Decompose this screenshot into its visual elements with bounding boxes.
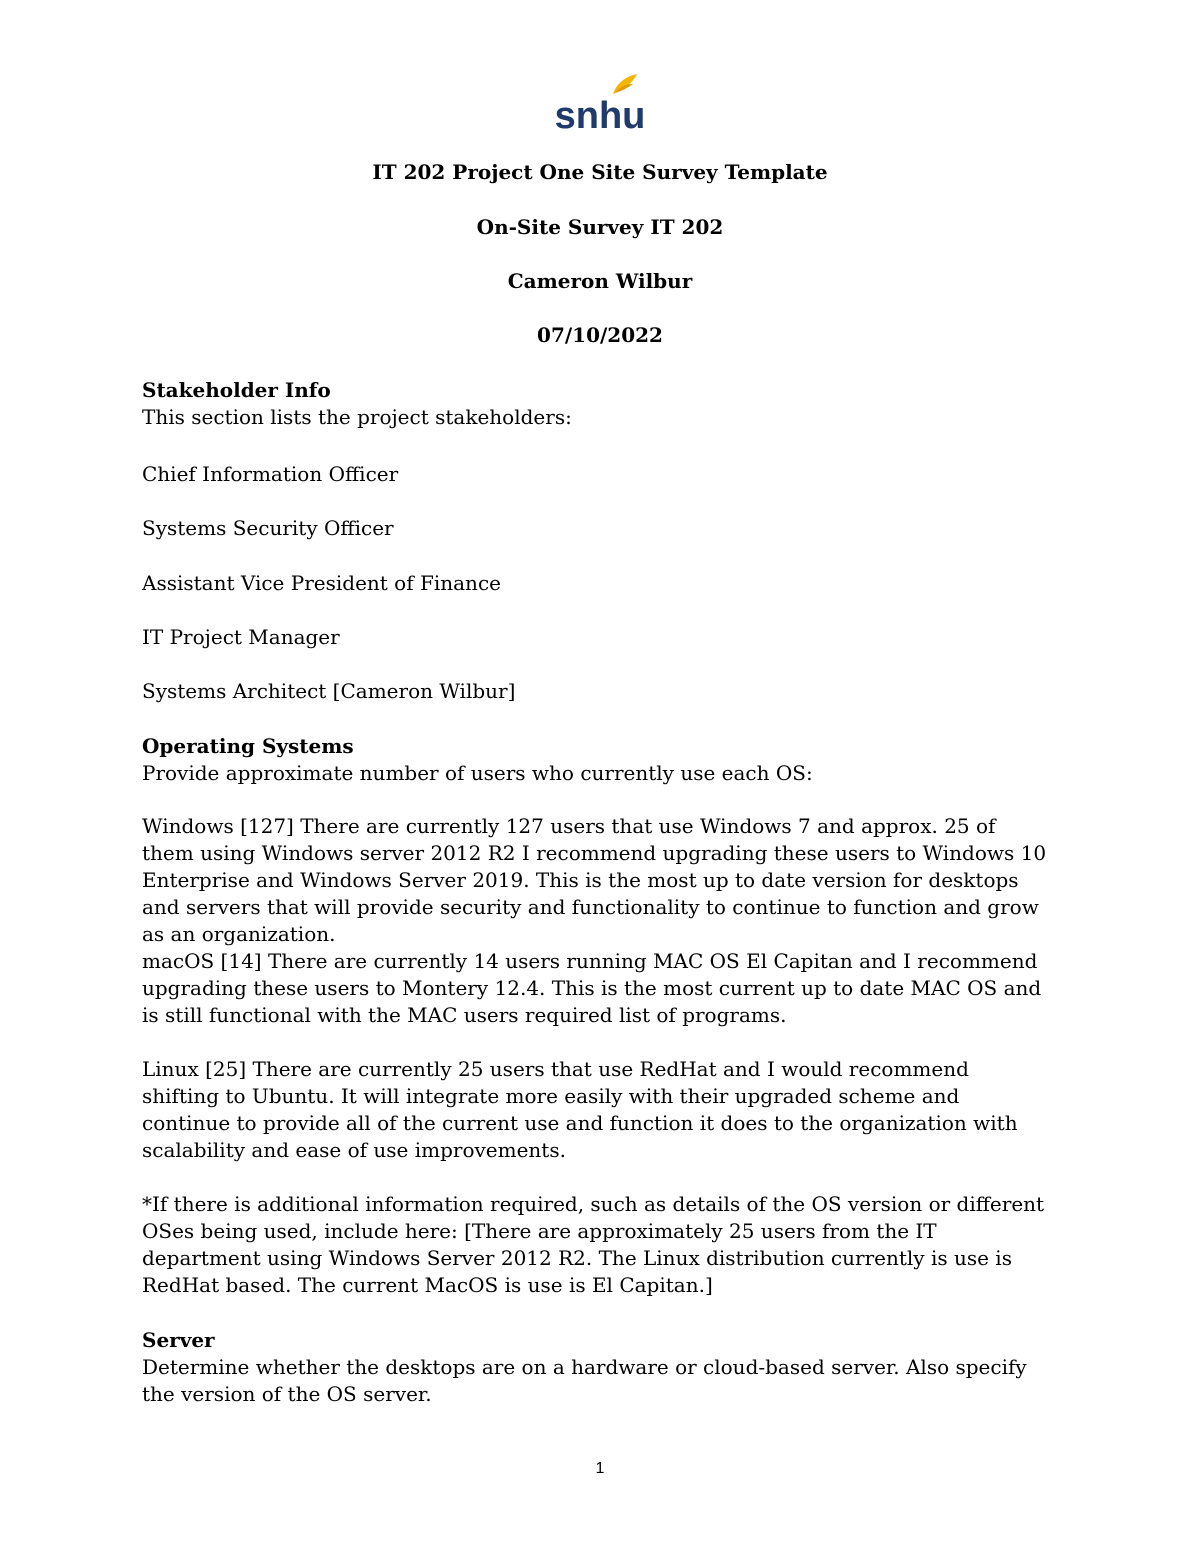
linux-paragraph: Linux [25] There are currently 25 users that use RedHat and I would recommend shifting to Ubuntu. It will integrate more easily with their upgraded scheme and continue to provide all of the current use and function it does to the organization with scalability and ease of use improvements. [142,1057,1018,1162]
operating-systems-section [142,733,1052,787]
operating-systems-heading: Operating Systems [142,734,354,758]
logo-text: snhu [555,95,645,132]
stakeholder-section [142,377,1052,431]
stakeholder-intro: This section lists the project stakeholders: [142,405,572,429]
server-intro: Determine whether the desktops are on a hardware or cloud-based server. Also specify the version of the OS server. [142,1355,1027,1406]
page-number: 1 [595,1460,605,1477]
stakeholder-item: Systems Security Officer [142,516,394,540]
macos-paragraph: macOS [14] There are currently 14 users running MAC OS El Capitan and I recommend upgrading these users to Montery 12.4. This is the most current up to date MAC OS and is still functional with the MAC users required list of programs. [142,949,1042,1027]
server-heading: Server [142,1328,215,1352]
server-section [142,1327,1052,1408]
stakeholder-item: Systems Architect [Cameron Wilbur] [142,679,516,703]
additional-info-paragraph: *If there is additional information required, such as details of the OS version or different OSes being used, include here: [There are approximately 25 users from the IT department using Windows Server 2012 R2. The Linux distribution currently is use is RedHat based. The current MacOS is use is El Capitan.] [142,1192,1045,1297]
author-name: Cameron Wilbur [507,269,693,293]
windows-paragraph: Windows [127] There are currently 127 users that use Windows 7 and approx. 25 of them using Windows server 2012 R2 I recommend upgrading these users to Windows 10 Enterprise and Windows Server 2019. This is the most up to date version for desktops and servers that will provide security and functionality to continue to function and grow as an organization. [142,814,1047,946]
document-subtitle: On-Site Survey IT 202 [476,215,724,239]
operating-systems-intro: Provide approximate number of users who currently use each OS: [142,761,813,785]
stakeholder-item: IT Project Manager [142,625,340,649]
document-date: 07/10/2022 [537,323,663,347]
document-title: IT 202 Project One Site Survey Template [372,160,828,184]
snhu-logo [555,72,645,132]
stakeholder-item: Chief Information Officer [142,462,399,486]
stakeholder-heading: Stakeholder Info [142,378,331,402]
stakeholder-item: Assistant Vice President of Finance [142,571,501,595]
